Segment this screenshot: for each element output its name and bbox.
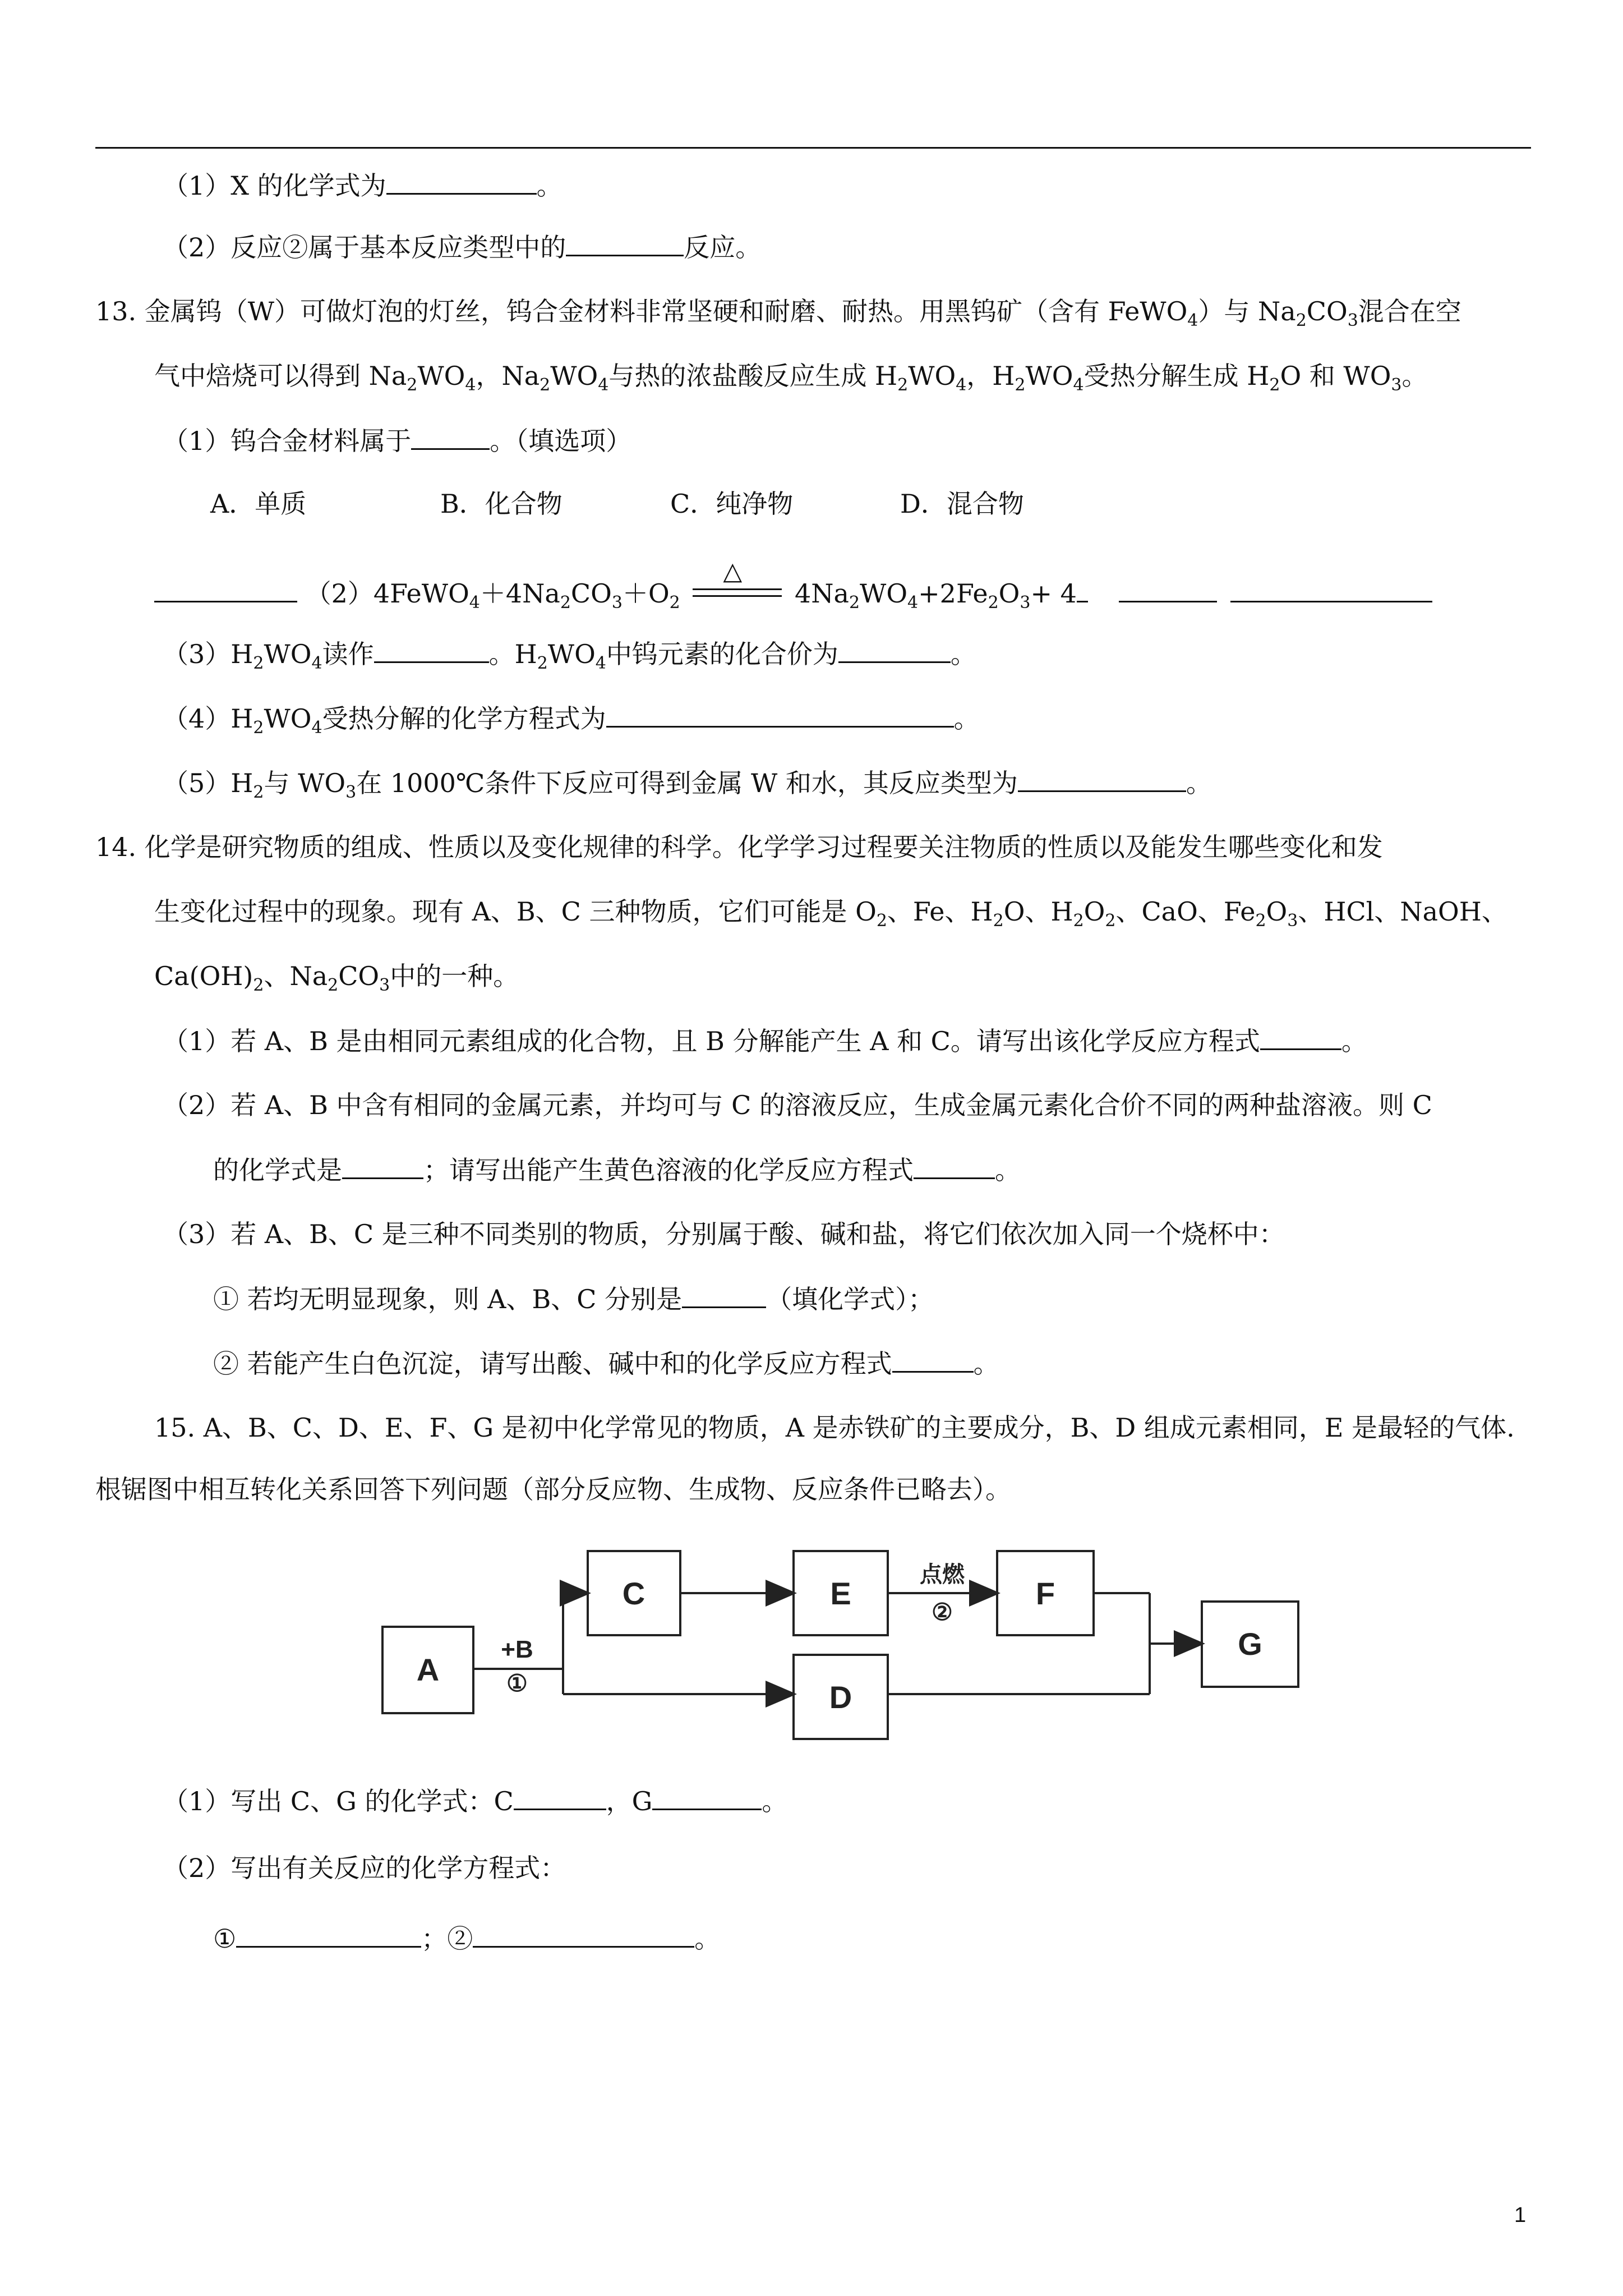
q15-stem-line2: 根锯图中相互转化关系回答下列问题（部分反应物、生成物、反应条件已略去）。 — [95, 1474, 1011, 1504]
heat-equals-sign — [688, 557, 786, 610]
q13-option-b: B．化合物 — [440, 489, 562, 519]
page-number: 1 — [1514, 2203, 1527, 2227]
reaction-flow-diagram — [376, 1531, 1307, 1756]
heat-triangle-icon: △ — [723, 557, 743, 586]
q15-part2-answers: ① ；② 。 — [213, 1921, 720, 1955]
q13-stem-line2: 气中焙烧可以得到 $Na_2WO_4$，$Na_2WO_4$与热的浓盐酸反应生成 $H_2WO_4$，$H_2WO_4$受热分解生成 $H_2O$ 和 $WO_3$。 — [154, 361, 1428, 395]
q14-part3-ii: ② 若能产生白色沉淀，请写出酸、碱中和的化学反应方程式 。 — [213, 1346, 999, 1381]
answer-blank[interactable] — [838, 637, 951, 663]
answer-blank[interactable] — [606, 701, 954, 728]
node-d-label: D — [829, 1680, 852, 1715]
answer-blank[interactable] — [1018, 766, 1186, 792]
q13-part5: $(5)H_2$与 $WO_3$在 1000℃条件下反应可得到金属 W 和水，其反应类型为 。 — [163, 766, 1212, 800]
q14-stem-line2: 生变化过程中的现象。现有 A、B、C 三种物质，它们可能是 $O_2$、Fe、$H_2O$、$H_2O_2$、CaO、$Fe_2O_3$、HCl、NaOH、 — [154, 896, 1507, 931]
label-plus-b: +B — [501, 1636, 533, 1663]
q14-part1: （1）若 A、B 是由相同元素组成的化合物，且 B 分解能产生 A 和 C。请写出该化学反应方程式 。 — [163, 1024, 1367, 1058]
q15-part1: （1）写出 C、G 的化学式：C ，G 。 — [163, 1784, 787, 1818]
node-g-label: G — [1238, 1626, 1262, 1662]
answer-blank[interactable] — [914, 1153, 995, 1179]
node-e-label: E — [830, 1576, 851, 1611]
answer-blank[interactable] — [473, 1921, 694, 1948]
q12-part2: （2）反应②属于基本反应类型中的 反应。 — [163, 230, 761, 264]
label-ignite: 点燃 — [920, 1562, 965, 1587]
answer-blank[interactable] — [374, 637, 489, 663]
q13-option-d: D．混合物 — [900, 489, 1024, 519]
header-rule — [95, 147, 1531, 149]
q12-part1: （1）X 的化学式为 。 — [163, 168, 562, 203]
q15-stem-line1: 15. A、B、C、D、E、F、G 是初中化学常见的物质，A 是赤铁矿的主要成分，B、D 组成元素相同，E 是最轻的气体. — [154, 1412, 1515, 1443]
answer-blank[interactable] — [652, 1784, 762, 1810]
q13-option-a: A．单质 — [210, 489, 307, 519]
reaction-flow-svg — [376, 1531, 1307, 1756]
q13-stem-line1: 13. 金属钨（W）可做灯泡的灯丝，钨合金材料非常坚硬和耐磨、耐热。用黑钨矿（含有 FeWO$_4$）与 $Na_2CO_3$混合在空 — [95, 296, 1461, 330]
q14-part3: （3）若 A、B、C 是三种不同类别的物质，分别属于酸、碱和盐，将它们依次加入同一个烧杯中： — [163, 1219, 1285, 1249]
answer-blank[interactable] — [386, 168, 537, 195]
answer-blank[interactable] — [1119, 576, 1217, 602]
q13-part1: （1）钨合金材料属于 。（填选项） — [163, 424, 631, 458]
answer-blank[interactable] — [154, 576, 297, 602]
q14-stem-line1: 14. 化学是研究物质的组成、性质以及变化规律的科学。化学学习过程要关注物质的性质以及能发生哪些变化和发 — [95, 832, 1383, 862]
answer-blank[interactable] — [342, 1153, 423, 1179]
q14-part2-line2: 的化学式是 ；请写出能产生黄色溶液的化学反应方程式 。 — [213, 1153, 1021, 1187]
q14-stem-line3: $Ca(OH)_2$、$Na_2CO_3$中的一种。 — [154, 961, 519, 995]
node-f-label: F — [1035, 1576, 1055, 1611]
answer-blank[interactable] — [566, 230, 684, 256]
answer-blank[interactable] — [411, 424, 490, 450]
node-c-label: C — [622, 1576, 645, 1611]
node-a-label: A — [416, 1652, 440, 1687]
q13-part3: $(3)H_2WO_4$读作 。$H_2WO_4$中钨元素的化合价为 。 — [163, 637, 976, 671]
q13-part4: $(4)H_2WO_4$受热分解的化学方程式为 。 — [163, 701, 980, 735]
answer-blank[interactable] — [1260, 1024, 1341, 1050]
answer-blank[interactable] — [1230, 576, 1432, 602]
label-step-1: ① — [506, 1670, 528, 1696]
answer-blank[interactable] — [892, 1346, 974, 1373]
answer-blank[interactable] — [514, 1784, 606, 1810]
q15-part2: （2）写出有关反应的化学方程式： — [163, 1853, 566, 1883]
q13-part2-equation: $(2)4FeWO_4+4Na_2CO_3+O_2$ △ $4Na_2WO_4+2Fe_2O_3+ 4$ — [154, 576, 1432, 610]
answer-blank[interactable] — [682, 1282, 766, 1308]
q13-option-c: C．纯净物 — [670, 489, 794, 519]
answer-blank[interactable] — [236, 1921, 421, 1948]
label-step-2: ② — [932, 1599, 953, 1625]
q14-part2-line1: （2）若 A、B 中含有相同的金属元素，并均可与 C 的溶液反应，生成金属元素化合价不同的两种盐溶液。则 C — [163, 1090, 1432, 1120]
answer-blank[interactable] — [1077, 576, 1088, 602]
q14-part3-i: ① 若均无明显现象，则 A、B、C 分别是 （填化学式）； — [213, 1282, 934, 1316]
